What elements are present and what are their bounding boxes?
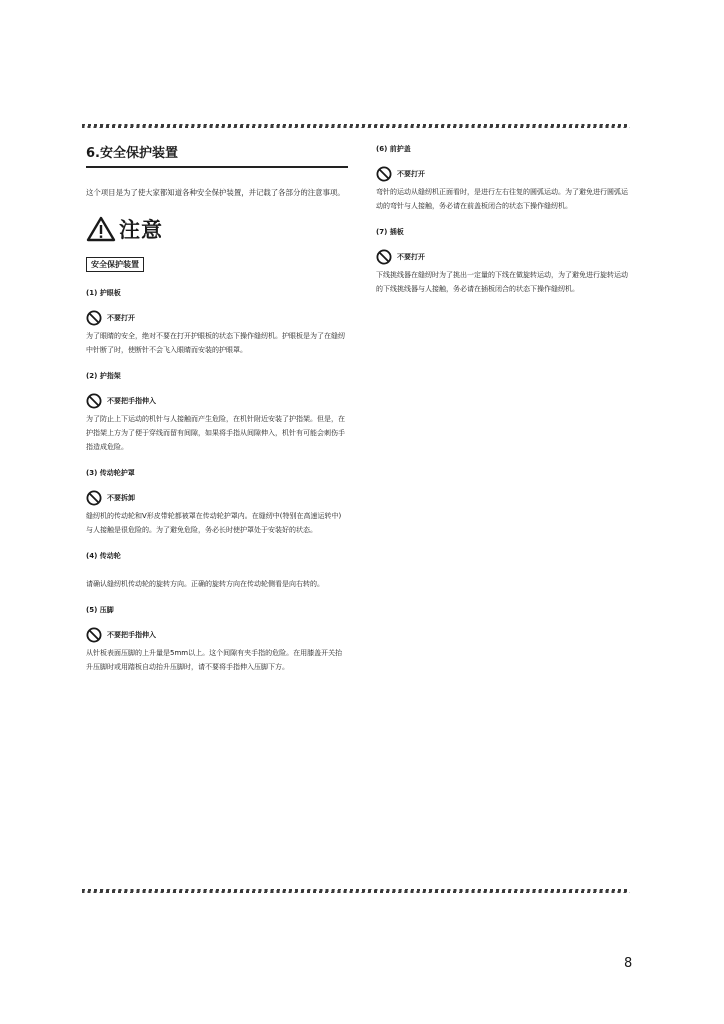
prohibition-icon [86,490,102,506]
page-number: 8 [624,956,633,971]
warning-triangle-icon [86,216,116,242]
warning-line [376,247,634,267]
item-pulley-cover [86,468,348,537]
item-body: 请确认缝纫机传动轮的旋转方向。正确的旋转方向在传动轮侧看是向右转的。 [86,580,324,588]
item-heading: (2) 护指架 [86,372,121,380]
item-heading: (3) 传动轮护罩 [86,469,135,477]
item-heading: (6) 前护盖 [376,145,411,153]
item-body: 弯针的运动从缝纫机正面看时，是进行左右往复的圆弧运动。为了避免进行圆弧运动的弯针与人接触，务必请在前盖板闭合的状态下操作缝纫机。 [376,188,628,210]
warning-label: 不要拆卸 [107,494,135,502]
caution-label: 注意 [119,218,163,242]
item-body: 为了眼睛的安全，绝对不要在打开护眼板的状态下操作缝纫机。护眼板是为了在缝纫中针断了时，使断针不会飞入眼睛而安装的护眼罩。 [86,332,345,354]
item-heading: (7) 插板 [376,228,404,236]
bottom-dashed-rule [82,889,630,893]
warning-line [376,164,634,184]
top-dashed-rule [82,124,630,128]
warning-line [86,308,348,328]
right-column [376,138,634,310]
item-slide-plate [376,227,634,296]
item-finger-guard [86,371,348,454]
item-body: 为了防止上下运动的机针与人接触而产生危险，在机针附近安装了护指架。但是，在护指架上方为了便于穿线而留有间隙，如果将手指从间隙伸入，机针有可能会刺伤手指造成危险。 [86,415,345,451]
warning-line [86,391,348,411]
item-heading: (5) 压脚 [86,606,114,614]
prohibition-icon [376,166,392,182]
item-pulley [86,551,348,591]
item-presser-foot [86,605,348,674]
prohibition-icon [86,627,102,643]
item-body: 缝纫机的传动轮和V形皮带轮都被罩在传动轮护罩内。在缝纫中(特别在高速运转中)与人接触是很危险的。为了避免危险，务必长时使护罩处于安装好的状态。 [86,512,342,534]
prohibition-icon [376,249,392,265]
warning-label: 不要打开 [107,314,135,322]
warning-line [86,488,348,508]
left-column [86,138,348,688]
item-body: 下线挑线器在缝纫时为了挑出一定量的下线在做旋转运动，为了避免进行旋转运动的下线挑线器与人接触，务必请在插板闭合的状态下操作缝纫机。 [376,271,628,293]
item-front-cover [376,144,634,213]
caution-header [86,212,348,246]
item-heading: (1) 护眼板 [86,289,121,297]
section-title: 6.安全保护装置 [86,138,348,168]
warning-label: 不要把手指伸入 [107,397,156,405]
item-body: 从针板表面压脚的上升量是5mm以上。这个间隙有夹手指的危险。在用膝盖开关抬升压脚时或用踏板自动抬升压脚时，请不要将手指伸入压脚下方。 [86,649,343,671]
warning-label: 不要打开 [397,170,425,178]
safety-devices-heading: 安全保护装置 [86,257,144,272]
item-eye-guard [86,288,348,357]
warning-label: 不要把手指伸入 [107,631,156,639]
warning-line [86,625,348,645]
intro-paragraph: 这个项目是为了使大家都知道各种安全保护装置，并记载了各部分的注意事项。 [86,188,345,197]
prohibition-icon [86,393,102,409]
prohibition-icon [86,310,102,326]
item-heading: (4) 传动轮 [86,552,121,560]
warning-label: 不要打开 [397,253,425,261]
